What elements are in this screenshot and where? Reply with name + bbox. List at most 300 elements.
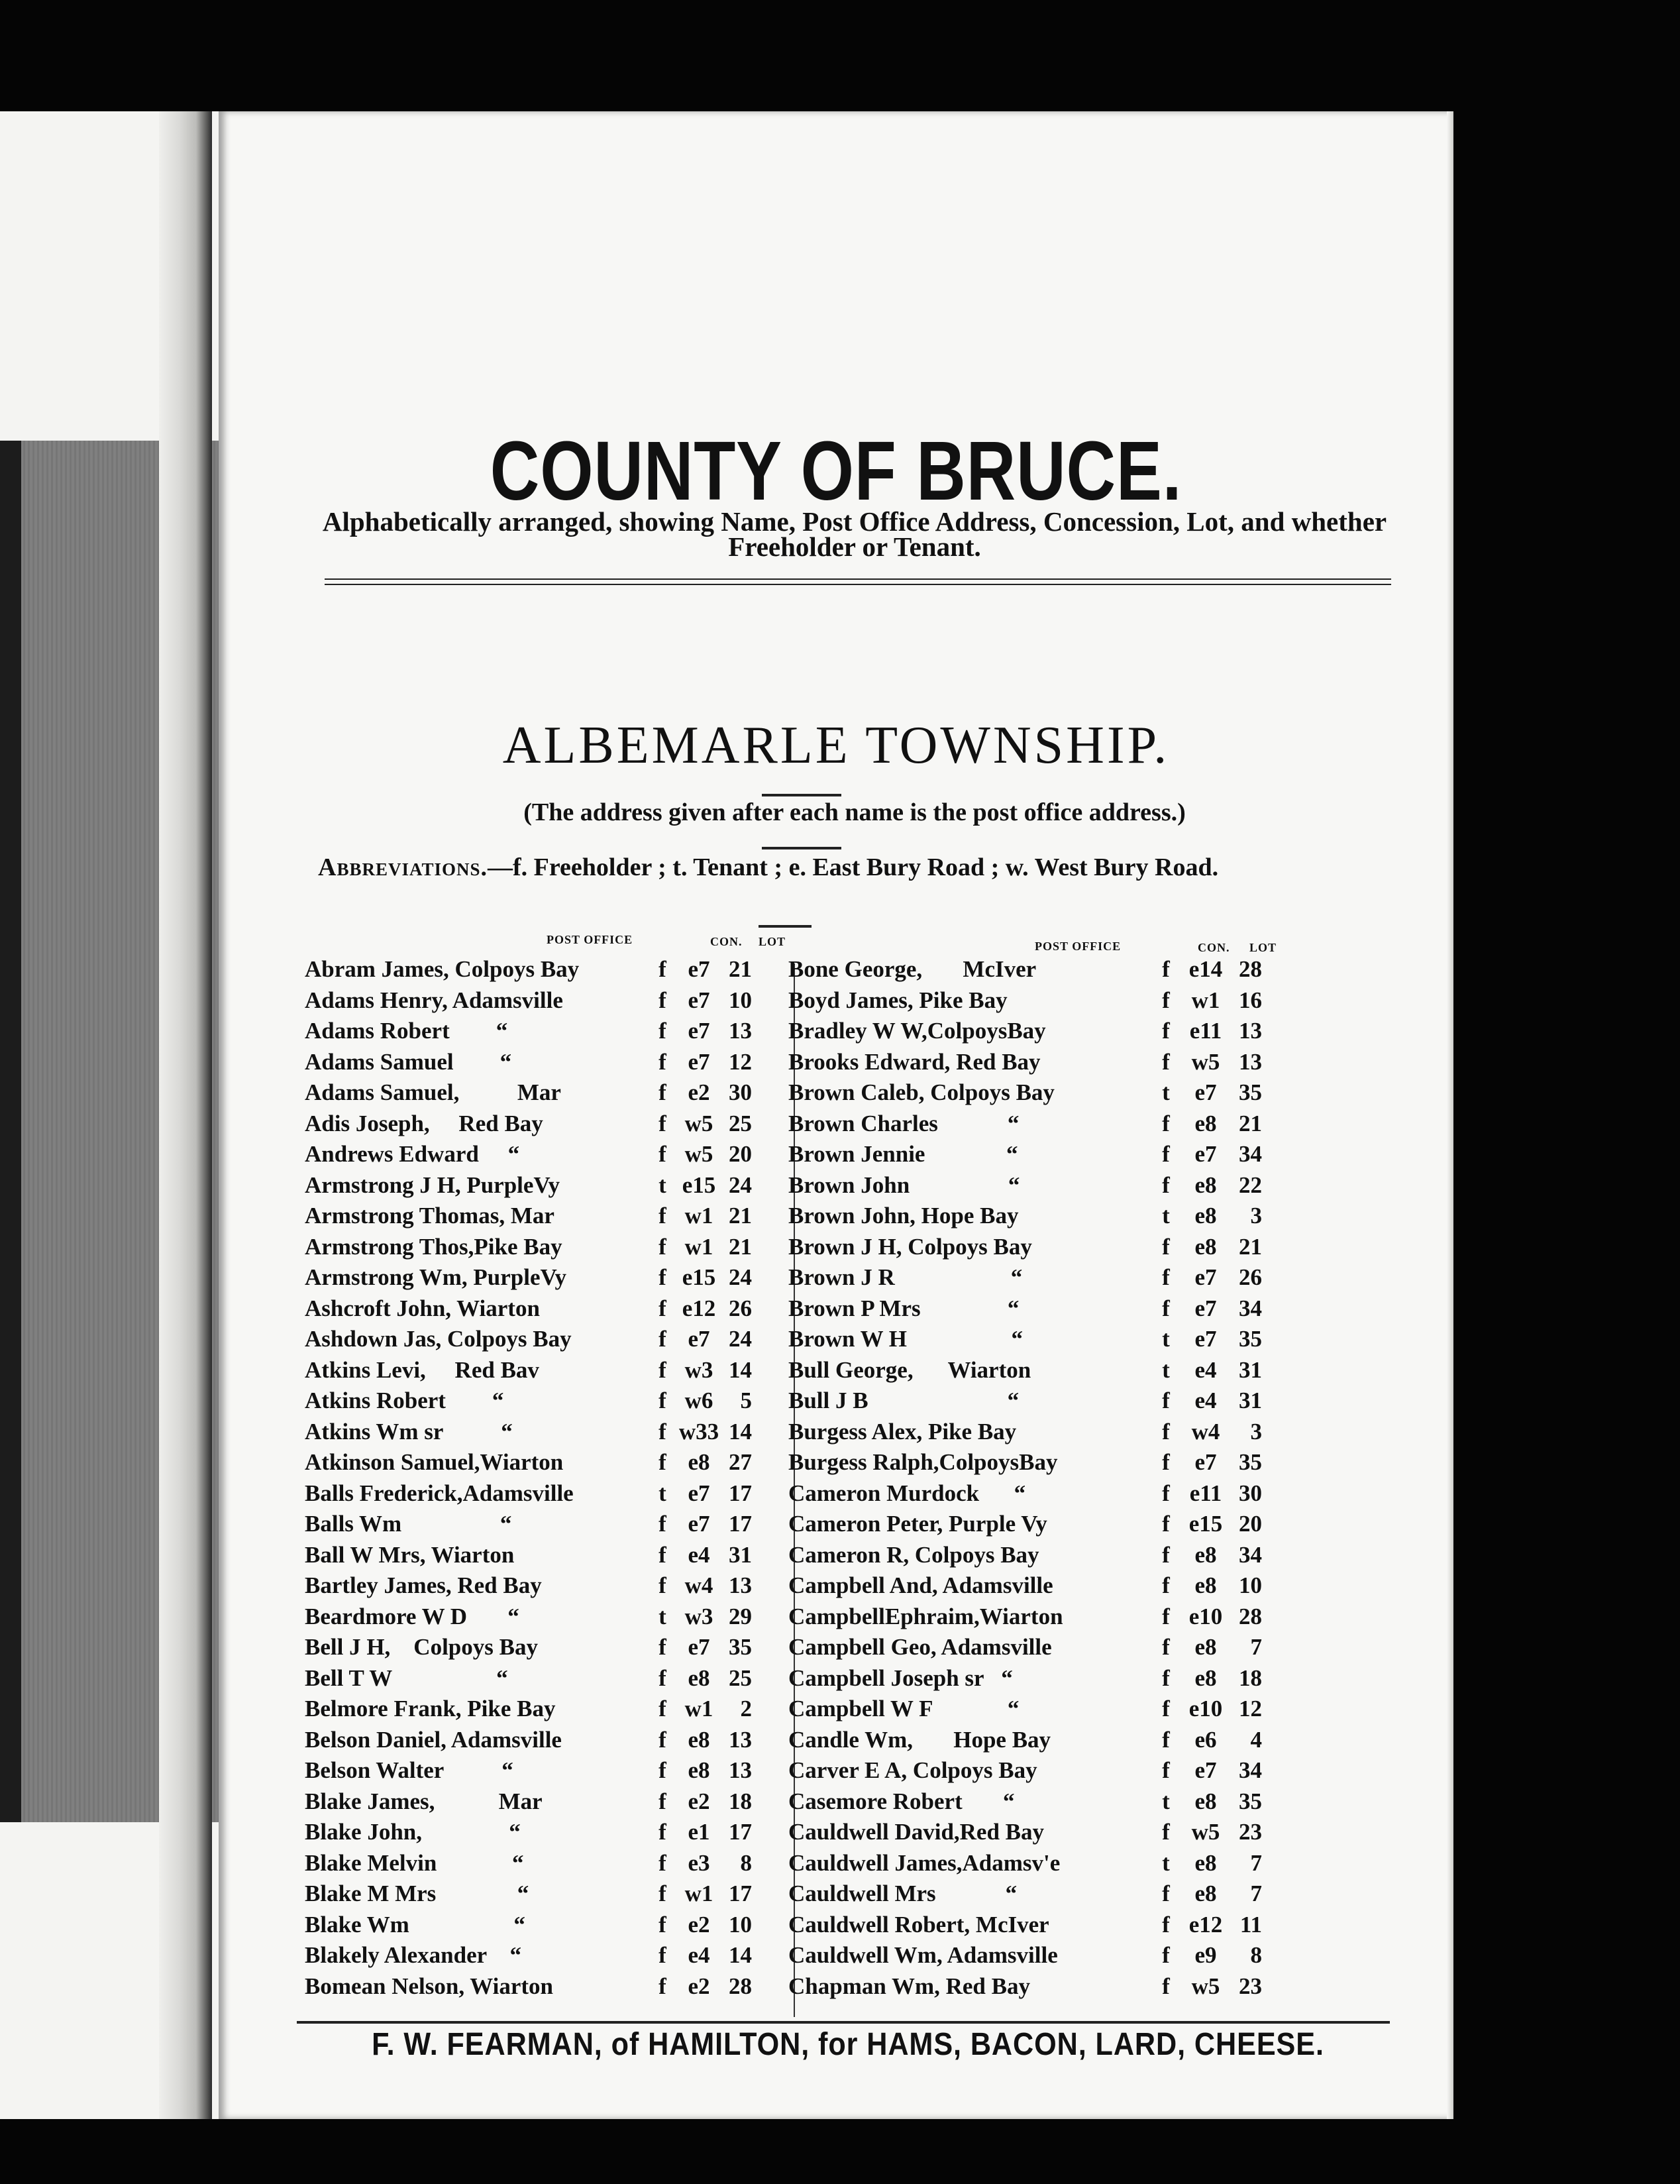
entry-lot: 29 (729, 1603, 752, 1629)
list-item (788, 1449, 1292, 1480)
entry-name: Belmore Frank, Pike Bay (305, 1696, 556, 1721)
entry-concession: e2 (688, 1973, 710, 1999)
entry-concession: e8 (1194, 1665, 1217, 1691)
entry-status: t (1162, 1788, 1170, 1814)
entry-lot: 18 (729, 1788, 752, 1814)
entry-concession: e8 (1194, 1572, 1217, 1598)
list-item (305, 956, 808, 987)
list-item (305, 1018, 808, 1048)
entry-name: Bell T W “ (305, 1665, 508, 1691)
list-item (305, 1480, 808, 1511)
entry-name: Bartley James, Red Bay (305, 1572, 542, 1598)
entry-lot: 10 (729, 987, 752, 1013)
entry-status: f (658, 1418, 666, 1445)
entry-lot: 27 (729, 1449, 752, 1475)
list-item (788, 1757, 1292, 1788)
entry-lot: 23 (1239, 1973, 1262, 1999)
entry-concession: e7 (1194, 1757, 1217, 1783)
entry-concession: e4 (688, 1541, 710, 1568)
entry-status: t (1162, 1203, 1170, 1228)
list-item (788, 1881, 1292, 1911)
entry-name: Cameron Murdock “ (788, 1480, 1026, 1506)
list-item (788, 1942, 1292, 1973)
entry-lot: 22 (1239, 1172, 1262, 1198)
entry-name: Armstrong Thomas, Mar (305, 1203, 554, 1228)
page-edge (1447, 111, 1453, 2119)
entry-lot: 13 (1239, 1048, 1262, 1075)
abbreviations-text: —f. Freeholder ; t. Tenant ; e. East Bury Road ; w. West Bury Road. (488, 853, 1219, 881)
entry-lot: 28 (1239, 956, 1262, 982)
entry-concession: w1 (684, 1881, 713, 1906)
entry-status: f (1162, 1696, 1170, 1721)
entry-name: Brown J H, Colpoys Bay (788, 1233, 1032, 1260)
page-title: COUNTY OF BRUCE. (490, 424, 1182, 518)
entry-lot: 10 (1239, 1572, 1262, 1598)
entry-lot: 28 (729, 1973, 752, 1999)
entry-status: f (658, 1388, 666, 1413)
list-item (305, 1079, 808, 1110)
entry-name: Atkins Wm sr “ (305, 1418, 513, 1445)
entry-lot: 24 (729, 1326, 752, 1352)
list-item (305, 987, 808, 1018)
entry-concession: w1 (684, 1203, 713, 1228)
entry-concession: e6 (1194, 1726, 1217, 1753)
entry-name: Cameron Peter, Purple Vy (788, 1511, 1047, 1537)
entry-name: Cauldwell Robert, McIver (788, 1911, 1049, 1938)
entry-lot: 14 (729, 1942, 752, 1968)
entry-status: f (658, 956, 666, 982)
right-listing-column (788, 956, 1292, 2016)
entry-status: t (658, 1603, 666, 1629)
entry-lot: 31 (729, 1541, 752, 1568)
list-item (305, 1264, 808, 1295)
entry-name: Armstrong Wm, PurpleVy (305, 1264, 567, 1290)
entry-concession: e8 (1194, 1110, 1217, 1136)
entry-name: Belson Walter “ (305, 1757, 513, 1783)
entry-status: f (658, 1665, 666, 1691)
entry-name: Cauldwell Wm, Adamsville (788, 1942, 1058, 1968)
entry-name: Abram James, Colpoys Bay (305, 956, 580, 982)
entry-lot: 34 (1239, 1295, 1262, 1321)
entry-lot: 21 (729, 1203, 752, 1228)
right-lot-header: LOT (1249, 941, 1277, 954)
entry-concession: e7 (1194, 1295, 1217, 1321)
entry-name: Balls Wm “ (305, 1511, 512, 1537)
entry-lot: 34 (1239, 1757, 1262, 1783)
entry-name: Ashdown Jas, Colpoys Bay (305, 1326, 572, 1352)
entry-concession: e8 (1194, 1849, 1217, 1876)
entry-status: f (658, 1110, 666, 1136)
entry-lot: 35 (1239, 1788, 1262, 1814)
entry-status: f (1162, 1110, 1170, 1136)
list-item (788, 1111, 1292, 1141)
entry-lot: 12 (729, 1048, 752, 1075)
list-item (305, 1234, 808, 1264)
section-title: ALBEMARLE TOWNSHIP. (502, 716, 1170, 775)
entry-lot: 16 (1239, 987, 1262, 1013)
entry-status: f (658, 1541, 666, 1568)
entry-lot: 11 (1239, 1911, 1262, 1938)
entry-name: Brown Jennie “ (788, 1141, 1018, 1167)
list-item (305, 1172, 808, 1203)
entry-concession: e8 (688, 1665, 710, 1691)
entry-concession: e7 (688, 1511, 710, 1537)
entry-lot: 17 (729, 1881, 752, 1906)
entry-status: f (658, 1572, 666, 1598)
entry-lot: 20 (729, 1141, 752, 1167)
entry-lot: 21 (1239, 1233, 1262, 1260)
entry-name: Burgess Ralph,ColpoysBay (788, 1449, 1058, 1475)
entry-concession: w3 (684, 1603, 713, 1629)
double-rule (325, 578, 1391, 585)
entry-name: Brown J R “ (788, 1264, 1023, 1290)
entry-lot: 7 (1250, 1881, 1262, 1906)
entry-status: f (658, 987, 666, 1013)
list-item (305, 1665, 808, 1696)
entry-name: Bradley W W,ColpoysBay (788, 1018, 1046, 1044)
list-item (788, 987, 1292, 1018)
entry-status: f (1162, 1973, 1170, 1999)
entry-concession: w6 (684, 1388, 713, 1413)
entry-status: f (658, 1757, 666, 1783)
entry-lot: 35 (729, 1634, 752, 1660)
entry-lot: 3 (1250, 1418, 1262, 1445)
entry-name: Blake Wm “ (305, 1911, 525, 1938)
list-item (788, 1850, 1292, 1881)
entry-lot: 34 (1239, 1541, 1262, 1568)
list-item (305, 1604, 808, 1634)
list-item (305, 1572, 808, 1603)
entry-name: Adams Henry, Adamsville (305, 987, 563, 1013)
list-item (788, 1388, 1292, 1418)
entry-name: Adams Robert “ (305, 1018, 508, 1044)
entry-lot: 4 (1250, 1726, 1262, 1753)
entry-concession: e7 (688, 1480, 710, 1506)
right-con-header: CON. (1198, 941, 1230, 954)
entry-concession: e4 (688, 1942, 710, 1968)
list-item (788, 1634, 1292, 1665)
entry-concession: e8 (1194, 1172, 1217, 1198)
list-item (788, 1511, 1292, 1541)
entry-concession: w5 (1191, 1973, 1220, 1999)
entry-concession: e7 (688, 1018, 710, 1044)
list-item (788, 1480, 1292, 1511)
list-item (788, 1141, 1292, 1172)
entry-name: Carver E A, Colpoys Bay (788, 1757, 1037, 1783)
entry-lot: 23 (1239, 1819, 1262, 1845)
list-item (305, 1973, 808, 2004)
list-item (305, 1819, 808, 1849)
entry-concession: e12 (682, 1295, 716, 1321)
entry-lot: 30 (729, 1079, 752, 1105)
entry-status: f (658, 1942, 666, 1968)
entry-concession: e10 (1188, 1603, 1223, 1629)
list-item (788, 1419, 1292, 1449)
entry-concession: e12 (1188, 1911, 1223, 1938)
entry-lot: 13 (729, 1726, 752, 1753)
entry-concession: w5 (1191, 1819, 1220, 1845)
entry-lot: 35 (1239, 1079, 1262, 1105)
entry-status: t (1162, 1356, 1170, 1383)
entry-status: f (658, 1634, 666, 1660)
entry-lot: 7 (1250, 1849, 1262, 1876)
list-item (788, 1049, 1292, 1079)
list-item (305, 1696, 808, 1726)
list-item (788, 1357, 1292, 1388)
abbreviations-lead: Abbreviations. (318, 853, 488, 881)
entry-status: t (1162, 1079, 1170, 1105)
entry-concession: w4 (684, 1572, 713, 1598)
entry-concession: e8 (1194, 1634, 1217, 1660)
binding-edge (159, 111, 212, 2119)
entry-name: Chapman Wm, Red Bay (788, 1973, 1030, 1999)
entry-name: Armstrong Thos,Pike Bay (305, 1233, 562, 1260)
entry-name: Candle Wm, Hope Bay (788, 1726, 1051, 1753)
list-item (788, 1079, 1292, 1110)
list-item (788, 1542, 1292, 1572)
entry-lot: 18 (1239, 1665, 1262, 1691)
entry-status: t (658, 1172, 666, 1198)
entry-concession: e8 (1194, 1233, 1217, 1260)
entry-name: Adams Samuel, Mar (305, 1079, 561, 1105)
entry-status: f (658, 1141, 666, 1167)
entry-name: Bull George, Wiarton (788, 1356, 1031, 1383)
entry-concession: e8 (688, 1726, 710, 1753)
entry-status: f (1162, 1942, 1170, 1968)
entry-lot: 14 (729, 1356, 752, 1383)
address-note: (The address given after each name is the post office address.) (523, 798, 1186, 826)
entry-concession: e8 (1194, 1203, 1217, 1228)
entry-lot: 35 (1239, 1326, 1262, 1352)
list-item (305, 1942, 808, 1973)
list-item (788, 1572, 1292, 1603)
entry-name: Brown Charles “ (788, 1110, 1020, 1136)
entry-name: Blake John, “ (305, 1819, 521, 1845)
entry-status: f (1162, 1572, 1170, 1598)
list-item (305, 1881, 808, 1911)
binding-shadow (0, 441, 21, 1822)
entry-status: f (658, 1849, 666, 1876)
list-item (788, 1326, 1292, 1356)
entry-name: Brown P Mrs “ (788, 1295, 1020, 1321)
entry-concession: w3 (684, 1356, 713, 1383)
entry-status: f (1162, 1141, 1170, 1167)
entry-name: Boyd James, Pike Bay (788, 987, 1008, 1013)
entry-lot: 26 (1239, 1264, 1262, 1290)
entry-status: f (658, 1726, 666, 1753)
entry-name: Casemore Robert “ (788, 1788, 1015, 1814)
entry-lot: 14 (729, 1418, 752, 1445)
short-rule (762, 847, 841, 849)
list-item (305, 1049, 808, 1079)
list-item (788, 1727, 1292, 1757)
entry-concession: w1 (1191, 987, 1220, 1013)
entry-status: t (1162, 1326, 1170, 1352)
entry-status: f (658, 1788, 666, 1814)
entry-status: f (1162, 956, 1170, 982)
list-item (305, 1326, 808, 1356)
entry-name: Brown Caleb, Colpoys Bay (788, 1079, 1055, 1105)
entry-lot: 28 (1239, 1603, 1262, 1629)
entry-status: f (658, 1295, 666, 1321)
entry-status: f (658, 1018, 666, 1044)
list-item (788, 1912, 1292, 1942)
list-item (305, 1727, 808, 1757)
list-item (305, 1357, 808, 1388)
entry-lot: 31 (1239, 1388, 1262, 1413)
entry-status: f (1162, 1511, 1170, 1537)
entry-name: Beardmore W D “ (305, 1603, 519, 1629)
entry-lot: 30 (1239, 1480, 1262, 1506)
entry-status: f (1162, 1233, 1170, 1260)
entry-status: f (1162, 1541, 1170, 1568)
entry-status: f (1162, 1819, 1170, 1845)
list-item (788, 956, 1292, 987)
entry-name: Brown John, Hope Bay (788, 1203, 1019, 1228)
entry-name: Blake M Mrs “ (305, 1881, 529, 1906)
short-rule (759, 925, 812, 928)
entry-name: Bell J H, Colpoys Bay (305, 1634, 538, 1660)
entry-status: f (1162, 1388, 1170, 1413)
entry-status: f (658, 1819, 666, 1845)
entry-concession: e15 (682, 1172, 716, 1198)
entry-name: Ashcroft John, Wiarton (305, 1295, 540, 1321)
entry-lot: 8 (740, 1849, 752, 1876)
entry-lot: 13 (729, 1018, 752, 1044)
entry-lot: 2 (740, 1696, 752, 1721)
entry-status: f (1162, 1048, 1170, 1075)
entry-name: Blake Melvin “ (305, 1849, 524, 1876)
entry-status: f (1162, 1449, 1170, 1475)
entry-concession: e7 (1194, 1141, 1217, 1167)
entry-name: Campbell Joseph sr “ (788, 1665, 1013, 1691)
entry-name: Cauldwell David,Red Bay (788, 1819, 1045, 1845)
short-rule (762, 794, 841, 796)
abbreviations (318, 853, 1404, 881)
entry-concession: e15 (1188, 1511, 1223, 1537)
entry-lot: 25 (729, 1110, 752, 1136)
entry-concession: e7 (688, 956, 710, 982)
entry-concession: w5 (1191, 1048, 1220, 1075)
left-post-office-header: POST OFFICE (547, 933, 633, 946)
list-item (305, 1419, 808, 1449)
entry-status: t (1162, 1849, 1170, 1876)
entry-status: f (658, 1973, 666, 1999)
entry-lot: 31 (1239, 1356, 1262, 1383)
entry-name: Atkins Robert “ (305, 1388, 504, 1413)
entry-name: Adis Joseph, Red Bay (305, 1110, 543, 1136)
entry-lot: 17 (729, 1819, 752, 1845)
entry-name: Campbell And, Adamsville (788, 1572, 1053, 1598)
list-item (305, 1542, 808, 1572)
entry-concession: w5 (684, 1141, 713, 1167)
entry-name: Campbell Geo, Adamsville (788, 1634, 1052, 1660)
entry-lot: 3 (1250, 1203, 1262, 1228)
left-listing-column (305, 956, 808, 2016)
entry-status: f (1162, 1264, 1170, 1290)
entry-concession: w5 (684, 1110, 713, 1136)
entry-concession: w33 (678, 1418, 719, 1445)
entry-concession: e7 (688, 1326, 710, 1352)
entry-status: f (1162, 1295, 1170, 1321)
entry-name: Ball W Mrs, Wiarton (305, 1541, 515, 1568)
footer-advertisement: F. W. FEARMAN, of HAMILTON, for HAMS, BACON, LARD, CHEESE. (372, 2027, 1324, 2062)
entry-concession: e15 (682, 1264, 716, 1290)
entry-concession: e9 (1194, 1942, 1217, 1968)
entry-status: f (658, 1233, 666, 1260)
entry-status: f (1162, 1726, 1170, 1753)
list-item (305, 1388, 808, 1418)
entry-lot: 17 (729, 1511, 752, 1537)
entry-name: Cauldwell Mrs “ (788, 1881, 1018, 1906)
entry-concession: e2 (688, 1788, 710, 1814)
entry-lot: 34 (1239, 1141, 1262, 1167)
page-subtitle: Alphabetically arranged, showing Name, Post Office Address, Concession, Lot, and whether Freeholder or Tenant. (322, 506, 1387, 562)
entry-status: f (658, 1356, 666, 1383)
list-item (788, 1203, 1292, 1233)
list-item (788, 1973, 1292, 2004)
entry-concession: e14 (1188, 956, 1223, 982)
list-item (788, 1665, 1292, 1696)
document-page (219, 111, 1453, 2119)
entry-concession: w4 (1191, 1418, 1220, 1445)
entry-status: f (1162, 1418, 1170, 1445)
entry-status: f (1162, 1018, 1170, 1044)
entry-name: Campbell W F “ (788, 1696, 1020, 1721)
entry-concession: e11 (1189, 1480, 1222, 1506)
entry-concession: w1 (684, 1233, 713, 1260)
list-item (305, 1111, 808, 1141)
entry-concession: e7 (1194, 1079, 1217, 1105)
entry-concession: e7 (1194, 1449, 1217, 1475)
left-lot-header: LOT (759, 935, 786, 948)
entry-lot: 21 (729, 956, 752, 982)
entry-name: Brown John “ (788, 1172, 1020, 1198)
entry-status: f (658, 1326, 666, 1352)
entry-concession: e8 (1194, 1881, 1217, 1906)
entry-lot: 24 (729, 1172, 752, 1198)
entry-name: Adams Samuel “ (305, 1048, 512, 1075)
entry-name: Atkins Levi, Red Bav (305, 1356, 539, 1383)
entry-name: Brown W H “ (788, 1326, 1023, 1352)
entry-concession: e8 (688, 1449, 710, 1475)
entry-lot: 35 (1239, 1449, 1262, 1475)
entry-concession: e8 (1194, 1541, 1217, 1568)
list-item (788, 1264, 1292, 1295)
entry-concession: e7 (1194, 1264, 1217, 1290)
entry-lot: 8 (1250, 1942, 1262, 1968)
entry-status: f (658, 1203, 666, 1228)
entry-concession: e4 (1194, 1356, 1217, 1383)
entry-concession: e2 (688, 1079, 710, 1105)
entry-concession: e7 (1194, 1326, 1217, 1352)
entry-name: Cameron R, Colpoys Bay (788, 1541, 1039, 1568)
entry-status: f (658, 1264, 666, 1290)
entry-name: Blake James, Mar (305, 1788, 543, 1814)
list-item (305, 1634, 808, 1665)
entry-status: f (658, 1696, 666, 1721)
right-post-office-header: POST OFFICE (1035, 940, 1122, 953)
entry-status: f (1162, 1911, 1170, 1938)
entry-status: f (1162, 1480, 1170, 1506)
list-item (788, 1295, 1292, 1326)
entry-name: Atkinson Samuel,Wiarton (305, 1449, 564, 1475)
list-item (788, 1788, 1292, 1819)
entry-name: Brooks Edward, Red Bay (788, 1048, 1041, 1075)
list-item (305, 1788, 808, 1819)
left-con-header: CON. (710, 935, 743, 948)
entry-concession: e10 (1188, 1696, 1223, 1721)
